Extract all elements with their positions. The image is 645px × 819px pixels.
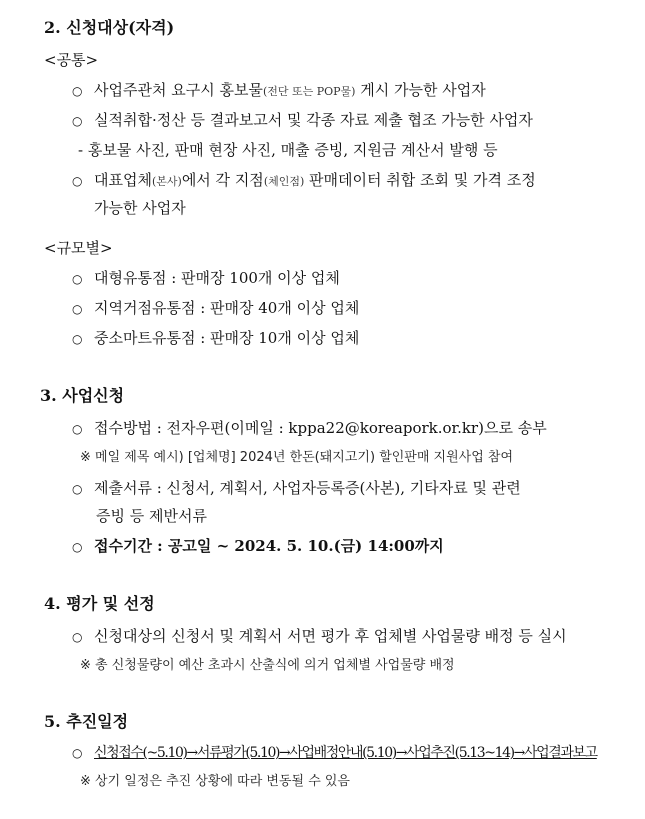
common-item-1-text: 사업주관처 요구시 홍보물	[94, 81, 263, 99]
bullet-icon: ○	[72, 114, 83, 128]
scale-item	[72, 268, 340, 289]
common-item-2	[72, 110, 533, 131]
bullet-icon: ○	[72, 332, 83, 346]
common-item-2-text: 실적취합·정산 등 결과보고서 및 각종 자료 제출 협조 가능한 사업자	[94, 111, 533, 129]
section-2-heading: 2. 신청대상(자격)	[44, 18, 175, 37]
bullet-icon: ○	[72, 482, 83, 496]
section-4-item-1	[72, 626, 567, 647]
common-item-1-tail: 게시 가능한 사업자	[355, 81, 486, 99]
section-3-item-3	[72, 536, 444, 557]
scale-item	[72, 298, 359, 319]
common-item-3-c: 판매데이터 취합 조회 및 가격 조정	[304, 171, 536, 189]
bullet-icon: ○	[72, 422, 83, 436]
common-item-1	[72, 80, 486, 102]
common-item-3-small-1: (본사)	[151, 175, 182, 188]
bullet-icon: ○	[72, 302, 83, 316]
section-3-item-1	[72, 418, 547, 439]
section-3-note: ※ 메일 제목 예시) [업체명] 2024년 한돈(돼지고기) 할인판매 지원사업 참여	[80, 450, 514, 465]
bullet-icon: ○	[72, 540, 83, 554]
section-3-heading: 3. 사업신청	[40, 386, 125, 405]
common-item-3-cont: 가능한 사업자	[94, 199, 186, 217]
section-4-note: ※ 총 신청물량이 예산 초과시 산출식에 의거 업체별 사업물량 배정	[80, 658, 455, 673]
common-label: <공통>	[44, 51, 99, 69]
scale-item-text: 대형유통점 : 판매장 100개 이상 업체	[94, 269, 340, 287]
bullet-icon: ○	[72, 84, 83, 98]
scale-item-text: 지역거점유통점 : 판매장 40개 이상 업체	[94, 299, 360, 317]
section-3-item-3-text: 접수기간 : 공고일 ~ 2024. 5. 10.(금) 14:00까지	[94, 537, 444, 555]
section-3-item-2-cont: 증빙 등 제반서류	[96, 507, 207, 525]
section-5-note: ※ 상기 일정은 추진 상황에 따라 변동될 수 있음	[80, 774, 350, 789]
bullet-icon: ○	[72, 630, 83, 644]
bullet-icon: ○	[72, 272, 83, 286]
schedule-text: 신청접수(~5.10)→서류평가(5.10)→사업배정안내(5.10)→사업추진(5.13~14)→사업결과보고	[94, 745, 597, 761]
section-4-item-1-text: 신청대상의 신청서 및 계획서 서면 평가 후 업체별 사업물량 배정 등 실시	[94, 627, 567, 645]
section-5-item-1	[72, 742, 597, 763]
section-4-heading: 4. 평가 및 선정	[44, 594, 155, 613]
bullet-icon: ○	[72, 746, 83, 760]
common-item-2-sub: - 홍보물 사진, 판매 현장 사진, 매출 증빙, 지원금 계산서 발행 등	[78, 141, 498, 159]
scale-item-text: 중소마트유통점 : 판매장 10개 이상 업체	[94, 329, 360, 347]
section-3-item-1-text: 접수방법 : 전자우편(이메일 : kppa22@koreapork.or.kr)으로 송부	[94, 419, 547, 437]
common-item-3	[72, 170, 536, 192]
common-item-3-a: 대표업체	[94, 171, 152, 189]
section-5-heading: 5. 추진일정	[44, 712, 129, 731]
common-item-3-small-2: (체인점)	[263, 175, 305, 188]
scale-item	[72, 328, 359, 349]
common-item-1-small: (전단 또는 POP물)	[262, 85, 356, 98]
bullet-icon: ○	[72, 174, 83, 188]
common-item-3-b: 에서 각 지점	[181, 171, 264, 189]
section-3-item-2	[72, 478, 521, 499]
section-3-item-2-text: 제출서류 : 신청서, 계획서, 사업자등록증(사본), 기타자료 및 관련	[94, 479, 521, 497]
scale-label: <규모별>	[44, 239, 113, 257]
